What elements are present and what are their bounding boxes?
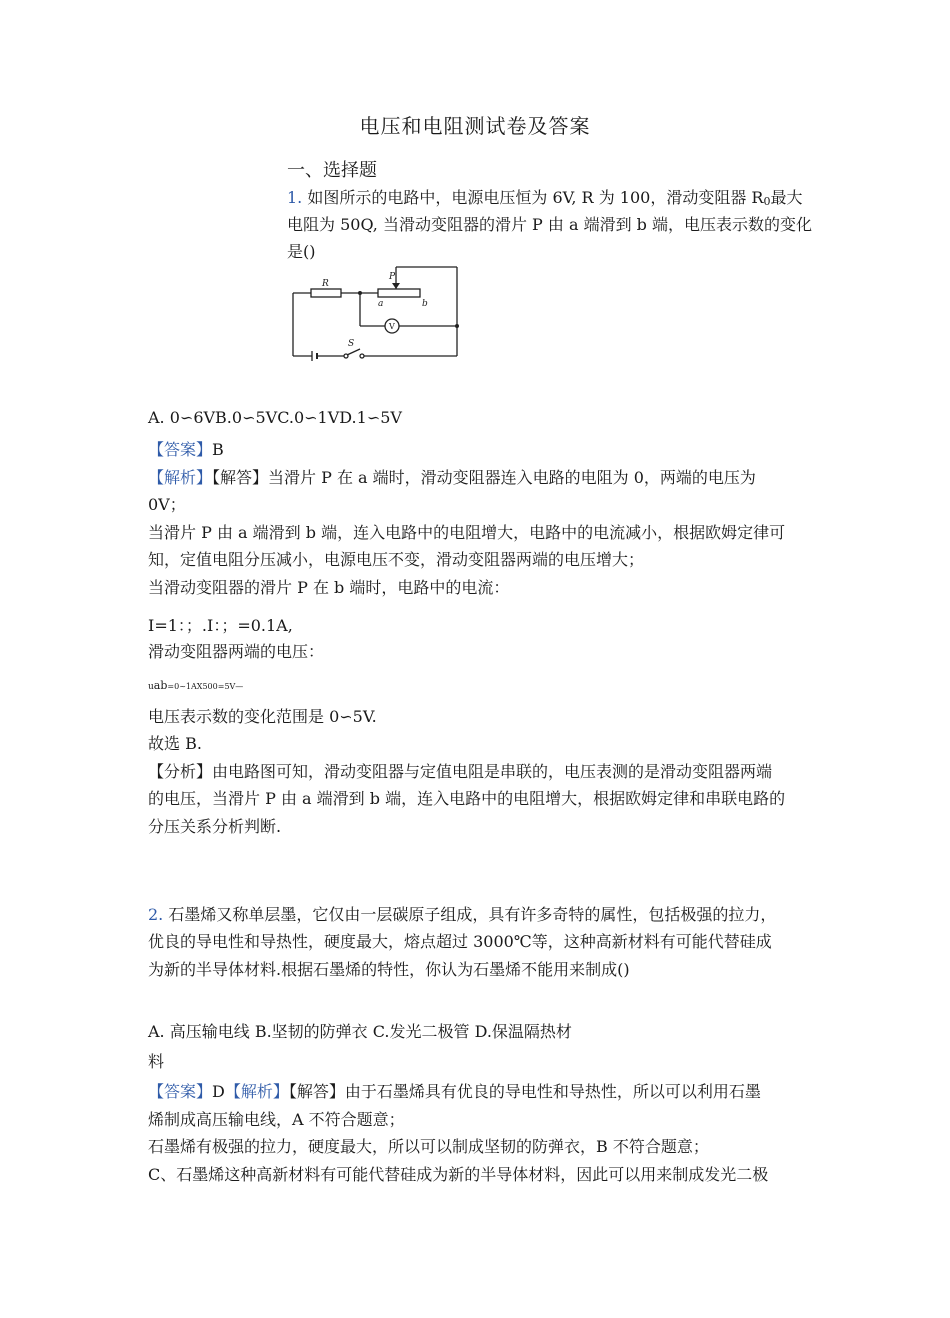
q1-line-1 [287,187,802,213]
q1-analysis-7: 电压表示数的变化范围是 0∽5V. [148,707,377,726]
rheostat-r0 [378,289,420,297]
q1-line-2: 电阻为 50Q, 当滑动变阻器的滑片 P 由 a 端滑到 b 端，电压表示数的变化 [287,215,813,234]
section-heading: 一、选择题 [287,160,377,181]
label-a: a [378,299,384,309]
q1-text-1a: 如图所示的电路中，电源电压恒为 6V, R 为 100，滑动变阻器 R [307,188,764,207]
q2-analysis-tag: 【解析】 [224,1082,289,1101]
q1-text-1-sub: 0 [763,195,771,208]
q1-analysis-4: 知，定值电阻分压减小，电源电压不变，滑动变阻器两端的电压增大； [148,550,645,569]
q2-text-1: 石墨烯又称单层墨，它仅由一层碳原子组成，具有许多奇特的属性，包括极强的拉力， [168,905,777,924]
circuit-diagram [288,262,468,362]
q2-answer-tag: 【答案】 [148,1082,213,1101]
switch-lever [347,349,360,355]
q1-analysis-5: 当滑动变阻器的滑片 P 在 b 端时，电路中的电流： [148,578,510,597]
q1-fenxi-2: 的电压，当滑片 P 由 a 端滑到 b 端，连入电路中的电阻增大，根据欧姆定律和串联电路的 [148,789,786,808]
q1-formula2-u: u [148,682,154,692]
q1-answer-tag: 【答案】 [148,440,213,459]
q1-options: A. 0∽6VB.0∽5VC.0∽1VD.1∽5V [148,408,402,427]
q2-line-2: 优良的导电性和导热性，硬度最大，熔点超过 3000℃等，这种高新材料有可能代替硅成 [148,932,772,951]
q1-analysis-3: 当滑片 P 由 a 端滑到 b 端，连入电路中的电阻增大，电路中的电流减小，根据欧姆定律可 [148,523,786,542]
q1-formula2-rest: =0~1AX500=5V— [167,682,244,691]
q2-analysis-4: C、石墨烯这种高新材料有可能代替硅成为新的半导体材料，因此可以用来制成发光二极 [148,1165,769,1184]
q2-options-2: 料 [148,1052,165,1071]
q1-formula-current: I=1：；.I：；=0.1A, [148,616,293,635]
q1-analysis-8: 故选 B. [148,734,202,753]
q2-options-1: A. 高压输电线 B.坚韧的防弹衣 C.发光二极管 D.保温隔热材 [148,1022,572,1041]
q1-fenxi-1: 【分析】由电路图可知，滑动变阻器与定值电阻是串联的，电压表测的是滑动变阻器两端 [148,762,773,781]
q1-analysis-1 [148,467,756,489]
q1-answer [148,439,224,461]
label-p: P [389,272,396,282]
q2-analysis-2: 烯制成高压输电线，A 不符合题意； [148,1110,405,1129]
label-r: R [322,279,329,289]
label-b: b [422,299,428,309]
node-a [358,291,362,295]
q1-number: 1. [287,188,303,207]
q2-line-3: 为新的半导体材料.根据石墨烯的特性，你认为石墨烯不能用来制成() [148,960,630,979]
q1-analysis-2: 0V； [148,495,186,514]
q1-formula-voltage [148,680,243,693]
q2-line-1 [148,904,776,926]
switch-contact-right [360,354,364,358]
q2-analysis-3: 石墨烯有极强的拉力，硬度最大，所以可以制成坚韧的防弹衣，B 不符合题意； [148,1137,709,1156]
q1-line-3: 是() [287,242,316,261]
q1-formula2-sub: ab [153,679,168,692]
label-v: V [389,322,395,331]
node-right [455,324,459,328]
q1-answer-value: B [212,440,224,459]
q1-text-1b: 最大 [770,188,803,207]
q1-analysis-tag: 【解析】 [148,468,213,487]
resistor-r [311,289,341,297]
label-s: S [348,339,355,349]
q1-analysis-text-1: 【解答】当滑片 P 在 a 端时，滑动变阻器连入电路的电阻为 0，两端的电压为 [212,468,756,487]
document-title: 电压和电阻测试卷及答案 [359,114,591,138]
q2-analysis-text-1: 【解答】由于石墨烯具有优良的导电性和导热性，所以可以利用石墨 [288,1082,761,1101]
q2-answer-analysis [148,1081,761,1103]
slider-arrow [392,283,400,289]
q1-analysis-6: 滑动变阻器两端的电压： [148,642,325,661]
q2-answer-value: D [212,1082,225,1101]
q2-number: 2. [148,905,164,924]
q1-fenxi-3: 分压关系分析判断. [148,817,282,836]
